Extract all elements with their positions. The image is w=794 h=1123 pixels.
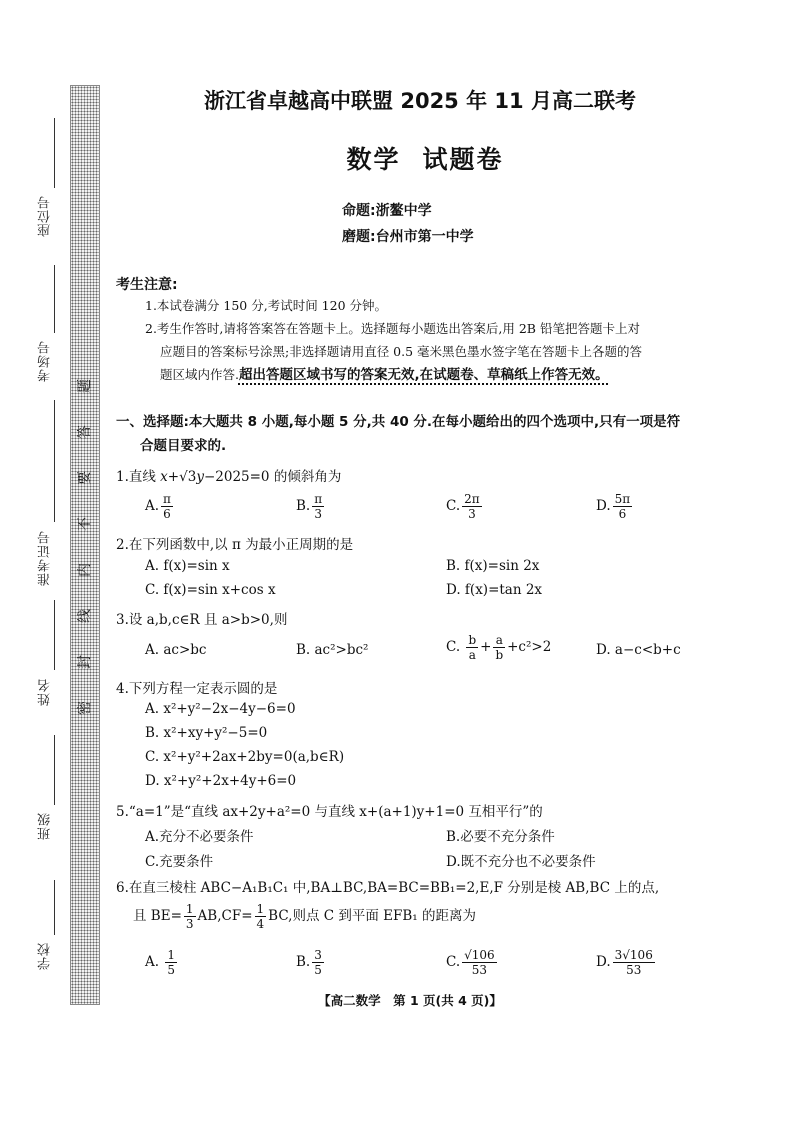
class-label: 班级 <box>38 812 53 840</box>
question-3-stem: 3.设 a,b,c∈R 且 a>b>0,则 <box>116 612 288 628</box>
q6-option-a: A. $\frac{1}{5}$ <box>145 948 175 977</box>
notice-emphasis: 超出答题区域书写的答案无效,在试题卷、草稿纸上作答无效。 <box>238 367 609 383</box>
seat-number-label: 座位号 <box>38 195 53 237</box>
strip-char-mi: 密 <box>77 701 93 715</box>
q6-option-b: B. $\frac{3}{5}$ <box>296 948 322 977</box>
notice-item-2a: 2.考生作答时,请将答案答在答题卡上。选择题每小题选出答案后,用 2B 铅笔把答题卡上对 <box>145 321 640 336</box>
class-line <box>54 735 55 805</box>
section-heading <box>116 410 726 458</box>
strip-char-ti: 题 <box>77 379 93 393</box>
reviewer-line: 磨题:台州市第一中学 <box>342 229 474 245</box>
notice-item-2b: 应题目的答案标号涂黑;非选择题请用直径 0.5 毫米黑色墨水签字笔在答题卡上各题的答 <box>160 344 643 359</box>
admission-number-line <box>54 400 55 522</box>
name-line <box>54 600 55 670</box>
q1-option-a: A. $\frac{\pi}{6}$ <box>145 492 171 521</box>
q4-option-a: A. x²+y²−2x−4y−6=0 <box>145 701 296 717</box>
subject-title <box>300 140 550 176</box>
page-footer: 【高二数学 第 1 页(共 4 页)】 <box>318 993 502 1008</box>
q3-option-d: D. a−c<b+c <box>596 642 681 658</box>
question-4-stem: 4.下列方程一定表示圆的是 <box>116 681 278 697</box>
q4-option-d: D. x²+y²+2x+4y+6=0 <box>145 773 297 789</box>
strip-char-nei: 内 <box>77 563 93 577</box>
strip-char-bu: 不 <box>77 517 93 531</box>
exam-room-line <box>54 265 55 333</box>
strip-char-da: 答 <box>77 425 93 439</box>
strip-char-xian: 线 <box>77 609 93 623</box>
section-line-1: 一、选择题:本大题共 8 小题,每小题 5 分,共 40 分.在每小题给出的四个选项中,只有一项是符 <box>116 414 681 430</box>
q2-option-b: B. f(x)=sin 2x <box>446 558 540 574</box>
q1-prefix: 1.直线 <box>116 469 161 485</box>
question-6-stem-2: 且 BE= $\frac{1}{3}$ AB,CF= $\frac{1}{4}$ BC,则点 C 到平面 EFB₁ 的距离为 <box>133 902 477 931</box>
section-line-2: 合题目要求的. <box>140 438 227 454</box>
q3-option-c: C. $\frac{b}{a}$ + $\frac{a}{b}$ +c²>2 <box>446 633 552 662</box>
q2-option-d: D. f(x)=tan 2x <box>446 582 543 598</box>
question-6-stem-1: 6.在直三棱柱 ABC−A₁B₁C₁ 中,BA⊥BC,BA=BC=BB₁=2,E,F 分别是棱 AB,BC 上的点, <box>116 880 660 896</box>
sealing-strip <box>70 85 100 1005</box>
q6-option-d: D. $\frac{3√106}{53}$ <box>596 948 653 977</box>
school-label: 学校 <box>38 942 53 970</box>
q5-option-c: C.充要条件 <box>145 854 214 870</box>
notice-item-2c-text: 题区域内作答. <box>160 367 239 382</box>
author-line: 命题:浙鳌中学 <box>342 203 432 219</box>
exam-room-label: 考场号 <box>38 340 53 382</box>
q5-option-a: A.充分不必要条件 <box>145 829 254 845</box>
q5-option-d: D.既不充分也不必要条件 <box>446 854 596 870</box>
q2-option-a: A. f(x)=sin x <box>145 558 230 574</box>
q1-suffix: −2025=0 的倾斜角为 <box>203 469 342 485</box>
doc-type: 试题卷 <box>422 145 504 174</box>
strip-char-yao: 要 <box>77 471 93 485</box>
q6-option-c: C. $\frac{√106}{53}$ <box>446 948 495 977</box>
q1-option-c: C. $\frac{2\pi}{3}$ <box>446 492 480 521</box>
strip-char-feng: 封 <box>77 655 93 669</box>
q1-sqrt: +√3 <box>167 469 197 485</box>
question-5-stem: 5.“a=1”是“直线 ax+2y+a²=0 与直线 x+(a+1)y+1=0 互相平行”的 <box>116 804 543 820</box>
notice-item-2c <box>160 364 720 386</box>
admission-number-label: 准考证号 <box>38 530 53 586</box>
question-1-stem <box>116 465 341 485</box>
q2-option-c: C. f(x)=sin x+cos x <box>145 582 276 598</box>
q1-x: x <box>160 469 168 485</box>
q3-option-a: A. ac>bc <box>145 642 207 658</box>
seat-number-line <box>54 118 55 188</box>
exam-title: 浙江省卓越高中联盟 2025 年 11 月高二联考 <box>204 89 636 113</box>
q4-option-c: C. x²+y²+2ax+2by=0(a,b∈R) <box>145 749 345 765</box>
q3-option-b: B. ac²>bc² <box>296 642 369 658</box>
name-label: 姓名 <box>38 678 53 706</box>
q1-option-d: D. $\frac{5\pi}{6}$ <box>596 492 631 521</box>
question-2-stem: 2.在下列函数中,以 π 为最小正周期的是 <box>116 537 354 553</box>
school-line <box>54 880 55 935</box>
subject-name: 数学 <box>346 145 401 174</box>
q1-y: y <box>196 469 204 485</box>
notice-heading: 考生注意: <box>116 277 178 293</box>
notice-item-1: 1.本试卷满分 150 分,考试时间 120 分钟。 <box>145 298 388 313</box>
q5-option-b: B.必要不充分条件 <box>446 829 555 845</box>
q1-option-b: B. $\frac{\pi}{3}$ <box>296 492 323 521</box>
q4-option-b: B. x²+xy+y²−5=0 <box>145 725 268 741</box>
